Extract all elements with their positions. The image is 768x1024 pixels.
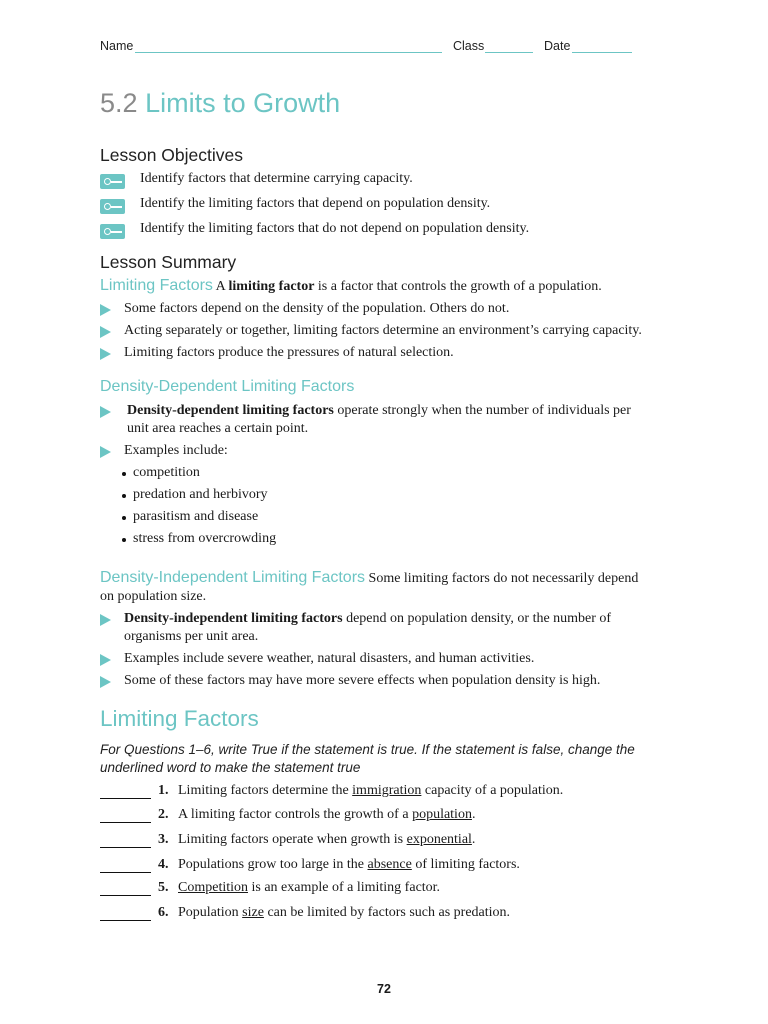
objective-text: Identify the limiting factors that depend on population density.	[140, 196, 491, 211]
underlined-word: immigration	[352, 783, 422, 798]
subhead-density-independent: Density-Independent Limiting Factors	[100, 569, 366, 586]
key-icon	[100, 199, 125, 214]
underlined-word: absence	[367, 857, 412, 872]
q-post: capacity of a population.	[424, 783, 564, 798]
objectives-heading: Lesson Objectives	[100, 145, 243, 165]
dot-bullet-icon	[122, 494, 126, 498]
name-label: Name	[100, 39, 134, 53]
summary-heading: Lesson Summary	[100, 252, 237, 272]
triangle-bullet-icon	[100, 304, 111, 316]
question-number: 1.	[158, 783, 169, 798]
objective-item	[100, 221, 700, 241]
intro-text: Some limiting factors do not necessarily depend on population size.	[100, 571, 639, 604]
question-number: 2.	[158, 807, 169, 822]
key-term: Density-independent limiting factors	[124, 611, 343, 626]
question-text	[178, 880, 440, 896]
bullet-rest: depend on population density, or the number of organisms per unit area.	[124, 611, 612, 644]
triangle-bullet-icon	[100, 676, 111, 688]
bullet-rest: operate strongly when the number of individuals per unit area reaches a certain point.	[127, 403, 631, 436]
question-row	[100, 905, 660, 925]
dot-bullet-icon	[122, 472, 126, 476]
objective-text: Identify the limiting factors that do not depend on population density.	[140, 221, 530, 236]
section-number: 5.2	[100, 88, 138, 118]
key-term: Density-dependent limiting factors	[127, 403, 334, 418]
q-post: .	[471, 807, 476, 822]
intro-text: A	[215, 279, 225, 294]
key-icon	[100, 174, 125, 189]
bullet-text: Some factors depend on the density of the population. Others do not.	[124, 301, 510, 316]
key-icon	[100, 224, 125, 239]
question-text	[178, 905, 510, 921]
underlined-word: exponential	[406, 832, 472, 847]
questions-instructions: For Questions 1–6, write True if the statement is true. If the statement is false, change the underlined word to make the statement true	[100, 742, 635, 775]
subhead-density-dependent: Density-Dependent Limiting Factors	[100, 378, 355, 395]
triangle-bullet-icon	[100, 406, 111, 418]
question-text	[178, 857, 520, 873]
limiting-factors-intro	[100, 277, 670, 296]
objective-text: Identify factors that determine carrying capacity.	[140, 171, 413, 186]
answer-blank[interactable]	[100, 798, 151, 799]
worksheet-header	[100, 39, 640, 57]
question-text	[178, 832, 475, 848]
answer-blank[interactable]	[100, 872, 151, 873]
objective-item	[100, 171, 700, 191]
page-title	[100, 88, 340, 119]
example-text: competition	[133, 465, 200, 480]
question-number: 3.	[158, 832, 169, 847]
underlined-word: size	[242, 905, 264, 920]
name-line	[135, 52, 442, 53]
objective-item	[100, 196, 700, 216]
question-row	[100, 880, 660, 900]
q-post: of limiting factors.	[415, 857, 520, 872]
question-text	[178, 783, 563, 799]
underlined-word: Competition	[178, 880, 248, 895]
bullet-text: Examples include severe weather, natural disasters, and human activities.	[124, 651, 535, 666]
bullet-text: Limiting factors produce the pressures of natural selection.	[124, 345, 454, 360]
question-text	[178, 807, 475, 823]
dot-bullet-icon	[122, 516, 126, 520]
question-row	[100, 807, 660, 827]
bullet-text: Some of these factors may have more severe effects when population density is high.	[124, 673, 601, 688]
questions-title: Limiting Factors	[100, 706, 259, 731]
answer-blank[interactable]	[100, 895, 151, 896]
answer-blank[interactable]	[100, 920, 151, 921]
answer-blank[interactable]	[100, 822, 151, 823]
question-number: 5.	[158, 880, 169, 895]
triangle-bullet-icon	[100, 326, 111, 338]
example-text: predation and herbivory	[133, 487, 268, 502]
example-text: parasitism and disease	[133, 509, 259, 524]
q-pre: Populations grow too large in the	[178, 857, 364, 872]
class-label: Class	[453, 39, 485, 53]
question-row	[100, 857, 660, 877]
answer-blank[interactable]	[100, 847, 151, 848]
q-pre: A limiting factor controls the growth of a	[178, 807, 409, 822]
question-number: 4.	[158, 857, 169, 872]
key-term: limiting factor	[228, 279, 315, 294]
dot-bullet-icon	[122, 538, 126, 542]
triangle-bullet-icon	[100, 654, 111, 666]
density-independent-intro	[100, 569, 645, 606]
q-pre: Limiting factors determine the	[178, 783, 349, 798]
section-title: Limits to Growth	[145, 88, 341, 118]
q-post: is an example of a limiting factor.	[251, 880, 441, 895]
example-text: stress from overcrowding	[133, 531, 277, 546]
question-row	[100, 832, 660, 852]
subhead-limiting-factors: Limiting Factors	[100, 277, 213, 294]
bullet-text: Acting separately or together, limiting factors determine an environment’s carrying capacity.	[124, 323, 642, 338]
question-number: 6.	[158, 905, 169, 920]
question-row	[100, 783, 660, 803]
triangle-bullet-icon	[100, 348, 111, 360]
bullet-text: Examples include:	[124, 443, 228, 458]
q-post: .	[471, 832, 476, 847]
underlined-word: population	[412, 807, 472, 822]
q-pre: Population	[178, 905, 239, 920]
date-label: Date	[544, 39, 571, 53]
q-post: can be limited by factors such as predation.	[267, 905, 511, 920]
page-number: 72	[377, 982, 391, 996]
triangle-bullet-icon	[100, 446, 111, 458]
intro-text: is a factor that controls the growth of a population.	[317, 279, 602, 294]
triangle-bullet-icon	[100, 614, 111, 626]
bullet-text	[124, 610, 644, 646]
bullet-text	[127, 402, 652, 438]
date-line	[572, 52, 632, 53]
q-pre: Limiting factors operate when growth is	[178, 832, 404, 847]
class-line	[485, 52, 533, 53]
